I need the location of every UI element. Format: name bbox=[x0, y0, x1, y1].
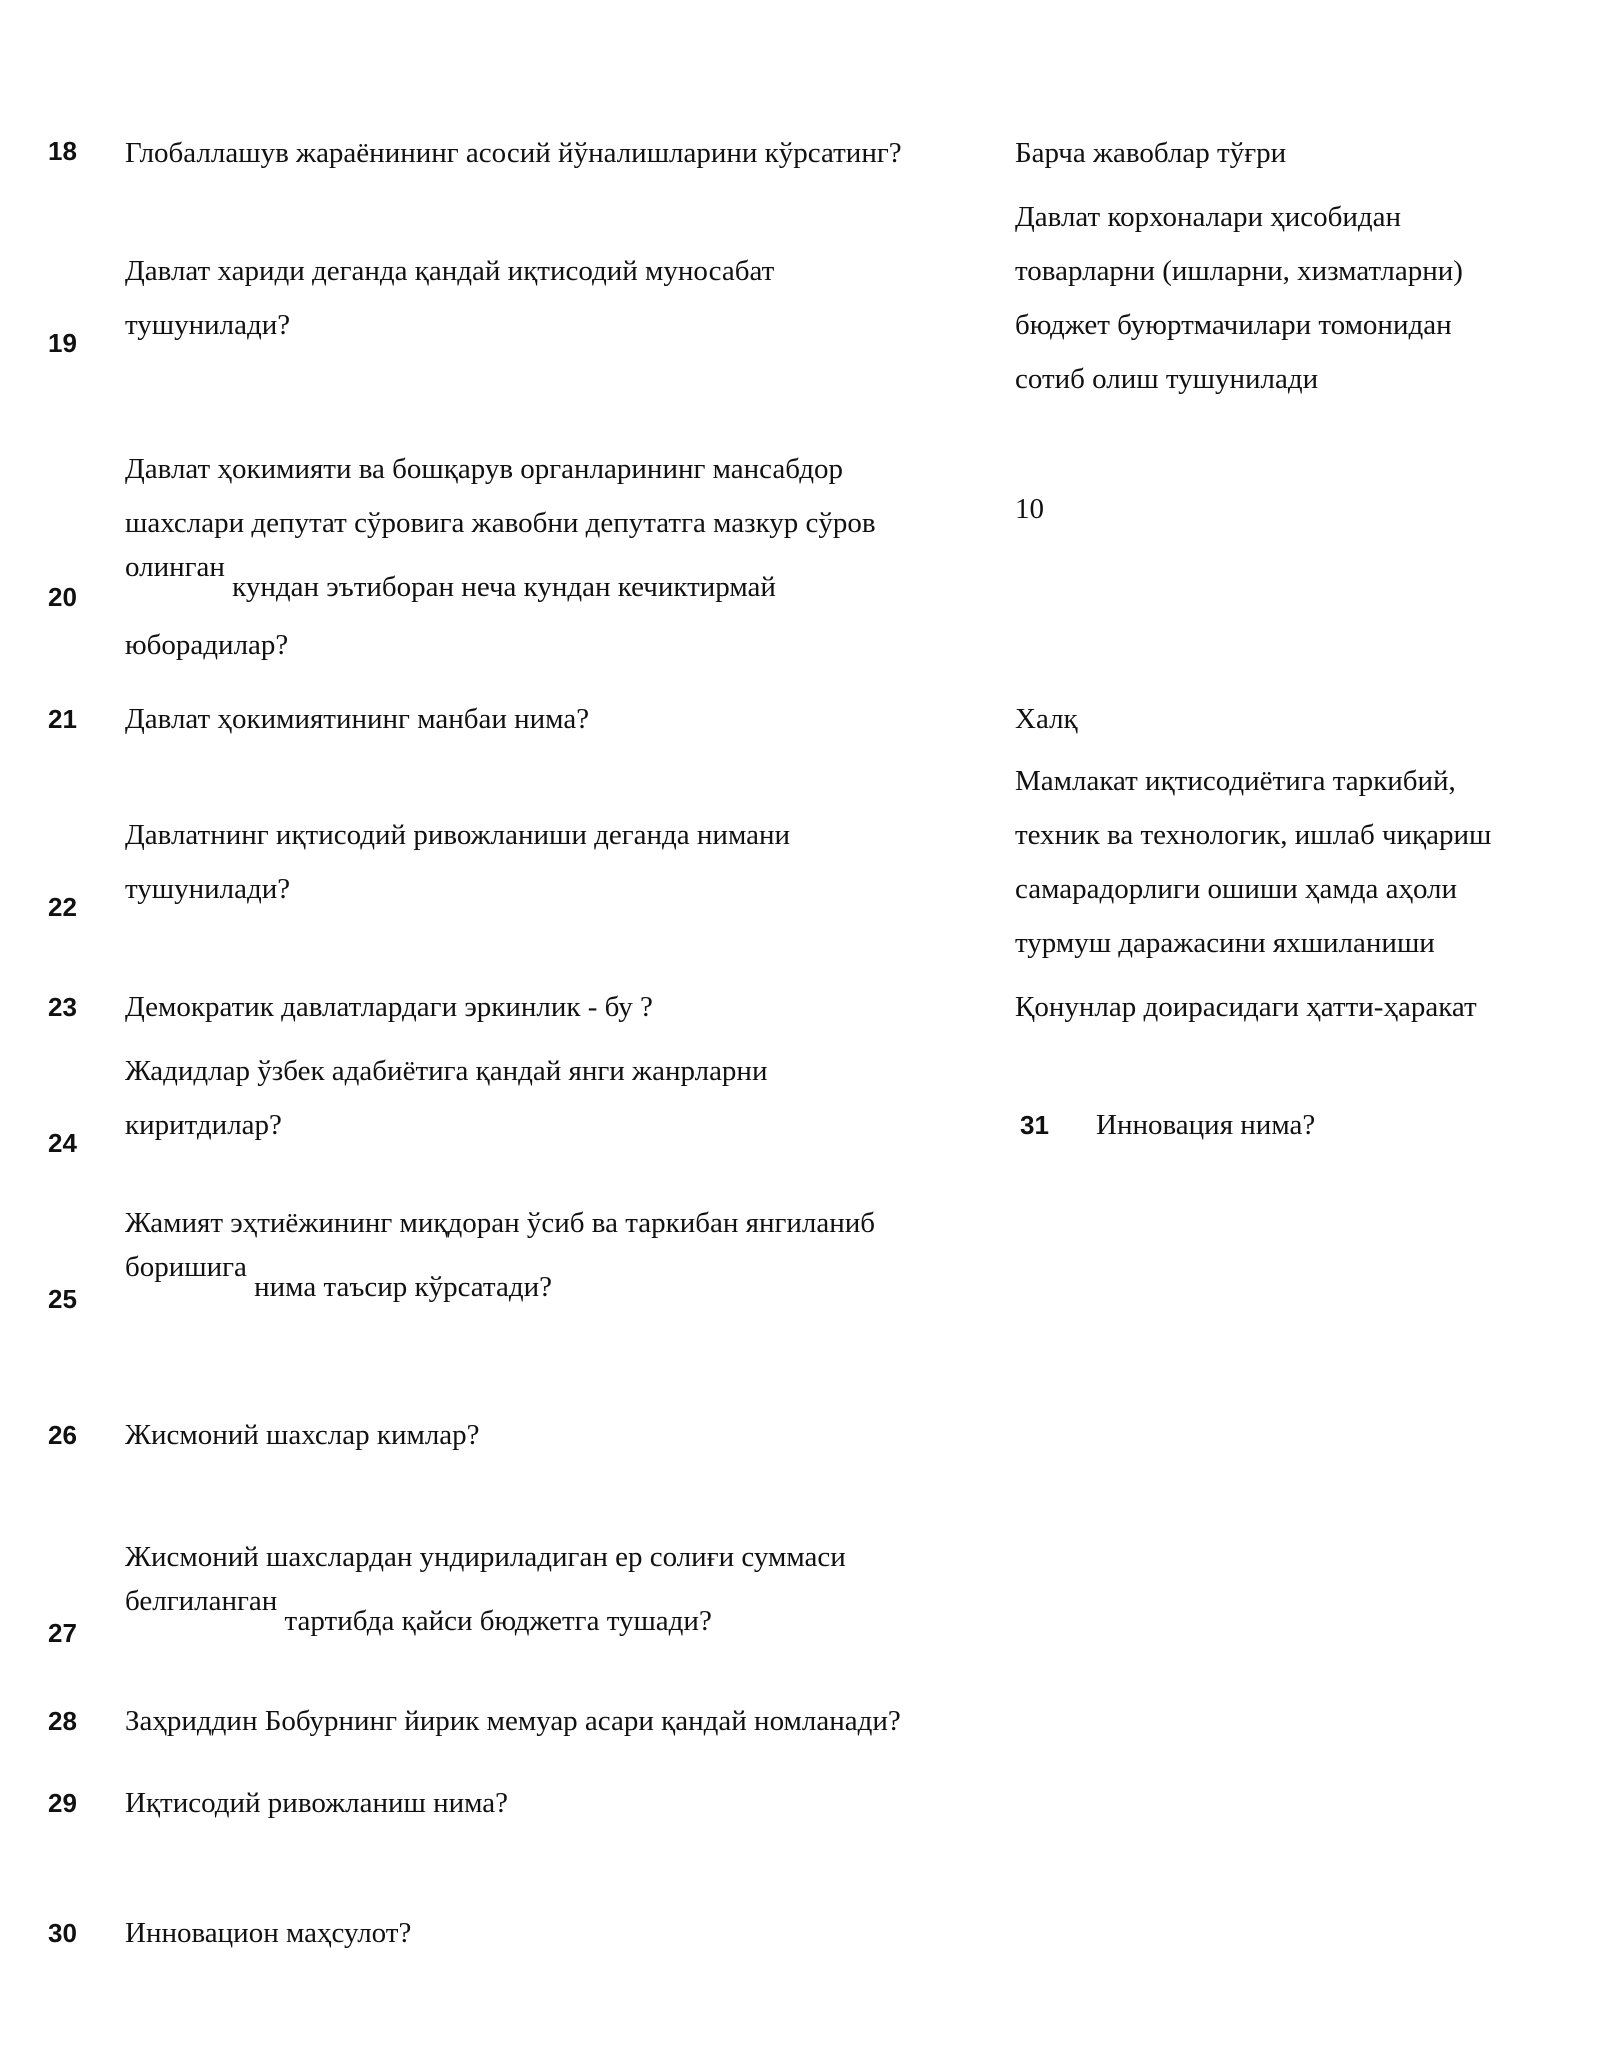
question-line: Жисмоний шахслардан ундириладиган ер солиғи суммаси bbox=[125, 1541, 846, 1573]
answer-line: Мамлакат иқтисодиётига таркибий, bbox=[1015, 765, 1456, 797]
question-line: юборадилар? bbox=[125, 629, 289, 661]
question-line: Давлат ҳокимияти ва бошқарув органларининг мансабдор bbox=[125, 453, 844, 485]
question-text bbox=[125, 980, 985, 1034]
question-line bbox=[125, 1251, 985, 1314]
question-number: 29 bbox=[48, 1788, 77, 1818]
answer-text bbox=[1015, 692, 1575, 746]
question-line: Инновацион маҳсулот? bbox=[125, 1917, 412, 1949]
question-text bbox=[125, 692, 985, 746]
answer-line: бюджет буюртмачилари томонидан bbox=[1015, 309, 1452, 341]
question-number: 25 bbox=[48, 1284, 77, 1314]
question-text bbox=[125, 1408, 985, 1462]
question-line: Жадидлар ўзбек адабиётига қандай янги жанрларни bbox=[125, 1055, 768, 1087]
question-text bbox=[125, 126, 985, 180]
question-text bbox=[125, 442, 985, 672]
question-line: Глобаллашув жараёнининг асосий йўналишларини кўрсатинг? bbox=[125, 137, 902, 169]
question-number: 26 bbox=[48, 1420, 77, 1450]
question-line: Давлат хариди деганда қандай иқтисодий муносабат bbox=[125, 255, 775, 287]
question-line: Демократик давлатлардаги эркинлик - бу ? bbox=[125, 991, 653, 1023]
question-line: Иқтисодий ривожланиш нима? bbox=[125, 1787, 509, 1819]
answer-line: товарларни (ишларни, хизматларни) bbox=[1015, 255, 1463, 287]
question-line: Заҳриддин Бобурнинг йирик мемуар асари қандай номланади? bbox=[125, 1705, 901, 1737]
question-number: 18 bbox=[48, 136, 77, 166]
answer-line: техник ва технологик, ишлаб чиқариш bbox=[1015, 819, 1492, 851]
question-line bbox=[125, 1585, 985, 1648]
answer-line: Қонунлар доирасидаги ҳатти-ҳаракат bbox=[1015, 991, 1477, 1023]
question-line bbox=[125, 551, 985, 614]
question-text bbox=[125, 1694, 985, 1748]
question-fragment: белгиланган bbox=[125, 1585, 278, 1617]
question-text bbox=[125, 1906, 985, 1960]
question-number: 24 bbox=[48, 1128, 77, 1158]
answer-line: самарадорлиги ошиши ҳамда аҳоли bbox=[1015, 873, 1458, 905]
question-text bbox=[125, 244, 985, 352]
answer-text bbox=[1015, 980, 1575, 1034]
question-line: тушунилади? bbox=[125, 309, 291, 341]
question-number: 22 bbox=[48, 892, 77, 922]
answer-text bbox=[1015, 126, 1575, 180]
answer-text bbox=[1015, 482, 1575, 536]
answer-line: Барча жавоблар тўғри bbox=[1015, 137, 1287, 169]
question-line: Давлатнинг иқтисодий ривожланиши деганда нимани bbox=[125, 819, 791, 851]
question-line: Инновация нима? bbox=[1096, 1109, 1316, 1141]
answer-text bbox=[1015, 190, 1575, 406]
answer-line: 10 bbox=[1015, 493, 1044, 525]
question-text bbox=[125, 808, 985, 916]
answer-text bbox=[1015, 754, 1575, 970]
question-text bbox=[125, 1044, 985, 1152]
answer-line: Халқ bbox=[1015, 703, 1078, 735]
question-number: 21 bbox=[48, 704, 77, 734]
question-number: 27 bbox=[48, 1618, 77, 1648]
answer-line: Давлат корхоналари ҳисобидан bbox=[1015, 201, 1402, 233]
question-text bbox=[125, 1196, 985, 1314]
question-number: 28 bbox=[48, 1706, 77, 1736]
question-line: Жамият эҳтиёжининг миқдоран ўсиб ва таркибан янгиланиб bbox=[125, 1207, 876, 1239]
question-number: 31 bbox=[1020, 1110, 1049, 1140]
question-number: 19 bbox=[48, 328, 77, 358]
answer-line: сотиб олиш тушунилади bbox=[1015, 363, 1319, 395]
question-line: тушунилади? bbox=[125, 873, 291, 905]
question-line: Жисмоний шахслар кимлар? bbox=[125, 1419, 480, 1451]
question-fragment: кундан эътиборан неча кундан кечиктирмай bbox=[232, 571, 776, 603]
question-text bbox=[125, 1530, 985, 1648]
question-number: 20 bbox=[48, 582, 77, 612]
question-fragment: олинган bbox=[125, 551, 225, 583]
question-number: 23 bbox=[48, 992, 77, 1022]
question-fragment: боришига bbox=[125, 1251, 247, 1283]
question-line: шахслари депутат сўровига жавобни депутатга мазкур сўров bbox=[125, 507, 876, 539]
question-text bbox=[1096, 1098, 1576, 1152]
question-line: киритдилар? bbox=[125, 1109, 282, 1141]
answer-line: турмуш даражасини яхшиланиши bbox=[1015, 927, 1435, 959]
question-number: 30 bbox=[48, 1918, 77, 1948]
question-fragment: нима таъсир кўрсатади? bbox=[254, 1271, 552, 1303]
question-text bbox=[125, 1776, 985, 1830]
question-fragment: тартибда қайси бюджетга тушади? bbox=[284, 1605, 712, 1637]
question-line: Давлат ҳокимиятининг манбаи нима? bbox=[125, 703, 590, 735]
